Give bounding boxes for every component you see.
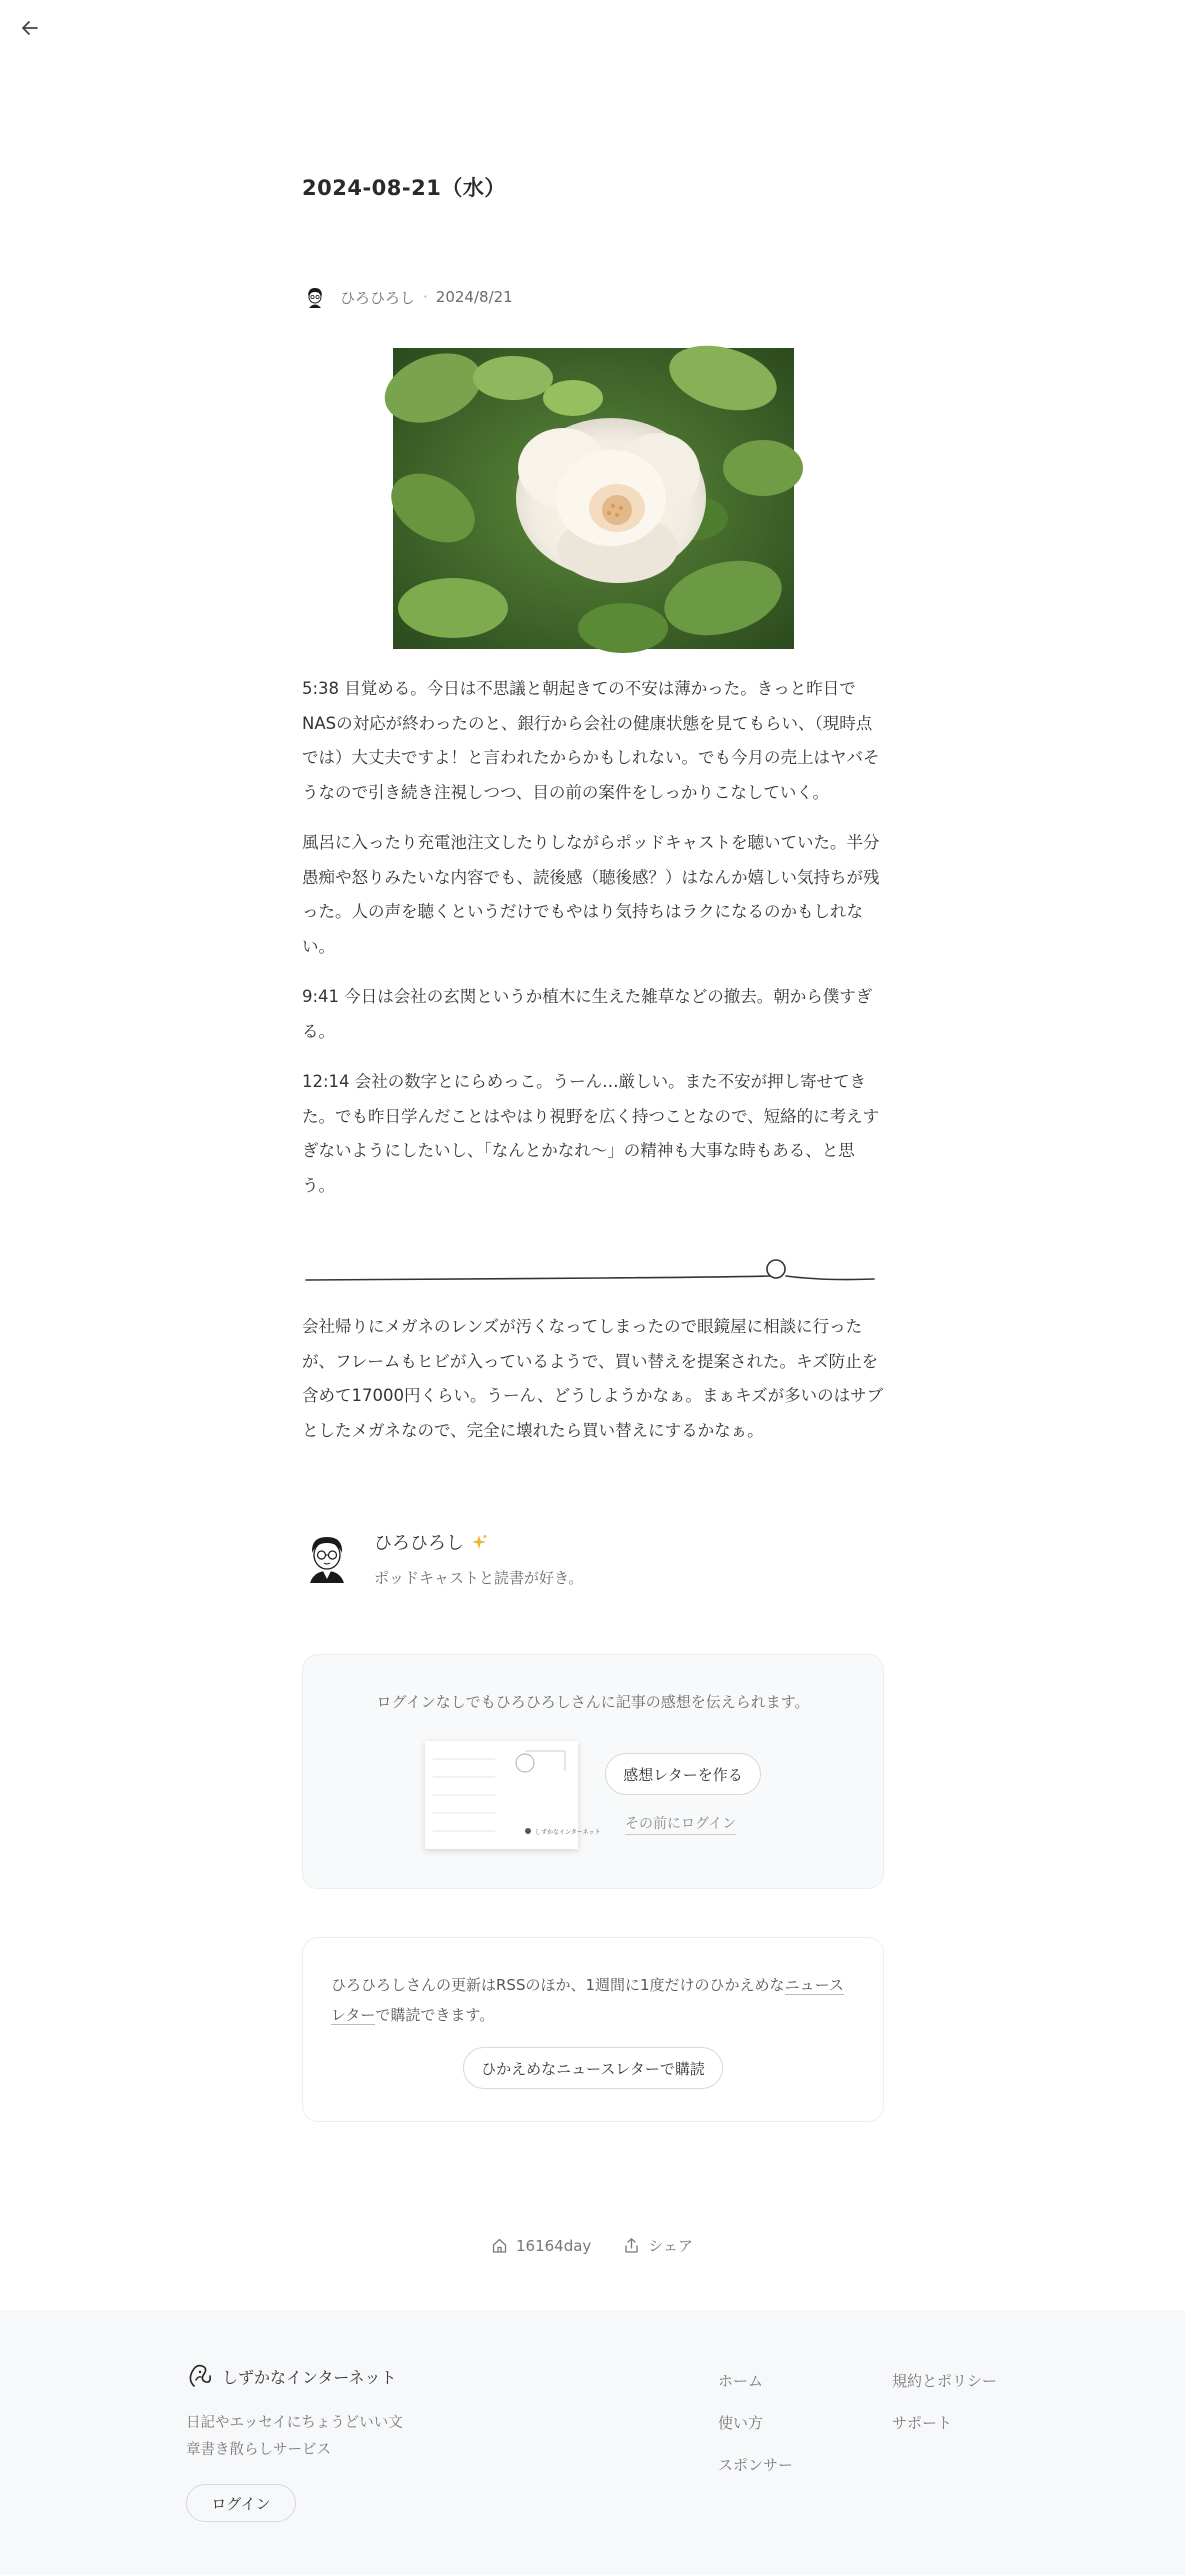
- paragraph: 9:41 今日は会社の玄関というか植木に生えた雑草などの撤去。朝から僕すぎる。: [302, 987, 873, 1041]
- publish-date: 2024/8/21: [435, 288, 513, 306]
- footer-link-home[interactable]: ホーム: [718, 2372, 764, 2390]
- share-icon: [623, 2237, 640, 2254]
- footer-login-button[interactable]: ログイン: [186, 2484, 296, 2522]
- paragraph: 5:38 目覚める。今日は不思議と朝起きての不安は薄かった。きっと昨日でNASの対応が終わったのと、銀行から会社の健康状態を見てもらい、（現時点では）大丈夫ですよ！と言われたからかもしれない。でも今月の売上はヤバそうなので引き続き注視しつつ、目の前の案件をしっかりこなしていく。: [302, 679, 880, 802]
- author-avatar-small[interactable]: [302, 284, 328, 310]
- newsletter-text-before: ひろひろしさんの更新はRSSのほか、1週間に1度だけのひかえめな: [331, 1976, 785, 1994]
- newsletter-text: [331, 1970, 857, 2030]
- meta-row: [302, 2235, 882, 2256]
- share-button[interactable]: [623, 2235, 693, 2256]
- author-card-name-text: ひろひろし: [374, 1533, 464, 1554]
- footer-link-support[interactable]: サポート: [892, 2414, 953, 2432]
- author-avatar-large[interactable]: [306, 1533, 348, 1583]
- newsletter-link[interactable]: ニュースレター: [331, 1976, 844, 2024]
- article-body-continued: [302, 1310, 886, 1448]
- sparkle-icon: [470, 1533, 488, 1551]
- newsletter-box: [302, 1937, 884, 2122]
- login-first-link[interactable]: その前にログイン: [625, 1813, 736, 1835]
- author-name-link[interactable]: ひろひろし: [340, 288, 416, 307]
- feedback-letter-box: [302, 1654, 884, 1889]
- subscribe-newsletter-button[interactable]: ひかえめなニュースレターで購読: [463, 2047, 723, 2089]
- byline: [302, 284, 513, 310]
- footer-link-terms[interactable]: 規約とポリシー: [892, 2372, 998, 2390]
- article-title: 2024-08-21（水）: [302, 176, 506, 200]
- newsletter-text-after: で購読できます。: [375, 2006, 495, 2024]
- footer-links-col2: [892, 2370, 997, 2454]
- back-arrow-icon[interactable]: [18, 16, 42, 40]
- footer-brand[interactable]: [184, 2360, 397, 2392]
- footer: [0, 2310, 1185, 2575]
- footer-brand-name: しずかなインターネット: [222, 2367, 397, 2387]
- postcard-brand: しずかなインターネット: [535, 1829, 601, 1836]
- paragraph: 風呂に入ったり充電池注文したりしながらポッドキャストを聴いていた。半分愚痴や怒りみたいな内容でも、読後感（聴後感？）はなんか嬉しい気持ちが残った。人の声を聴くというだけでもやはり気持ちはラクになるのかもしれない。: [302, 833, 880, 956]
- paragraph: 12:14 会社の数字とにらめっこ。うーん…厳しい。また不安が押し寄せてきた。でも昨日学んだことはやはり視野を広く持つことなので、短絡的に考えすぎないようにしたいし、「なんとかなれ〜」の精神も大事な時もある、と思う。: [302, 1072, 880, 1195]
- footer-links-col1: [718, 2370, 793, 2496]
- footer-tagline: 日記やエッセイにちょうどいい文章書き散らしサービス: [186, 2415, 403, 2458]
- handdrawn-divider: [304, 1254, 876, 1288]
- author-bio: ポッドキャストと読書が好き。: [374, 1569, 584, 1587]
- letter-message: ログインなしでもひろひろしさんに記事の感想を伝えられます。: [376, 1693, 810, 1711]
- site-home-link[interactable]: [491, 2235, 591, 2256]
- author-card: [302, 1527, 882, 1587]
- author-card-name[interactable]: [374, 1529, 488, 1555]
- rose-photo: [393, 348, 794, 649]
- footer-link-howto[interactable]: 使い方: [718, 2414, 764, 2432]
- footer-link-sponsor[interactable]: スポンサー: [718, 2456, 794, 2474]
- home-icon: [491, 2237, 508, 2254]
- postcard-illustration: [425, 1741, 601, 1849]
- article-body: [302, 672, 886, 1219]
- brand-logo-icon: [184, 2360, 216, 2392]
- paragraph: 会社帰りにメガネのレンズが汚くなってしまったので眼鏡屋に相談に行ったが、フレームもヒビが入っているようで、買い替えを提案された。キズ防止を含めて17000円くらい。うーん、どうしようかなぁ。まぁキズが多いのはサブとしたメガネなので、完全に壊れたら買い替えにするかなぁ。: [302, 1317, 884, 1440]
- byline-separator: ·: [423, 288, 428, 306]
- share-label: シェア: [648, 2237, 693, 2255]
- site-name: 16164day: [515, 2236, 592, 2255]
- create-letter-button[interactable]: 感想レターを作る: [605, 1753, 761, 1795]
